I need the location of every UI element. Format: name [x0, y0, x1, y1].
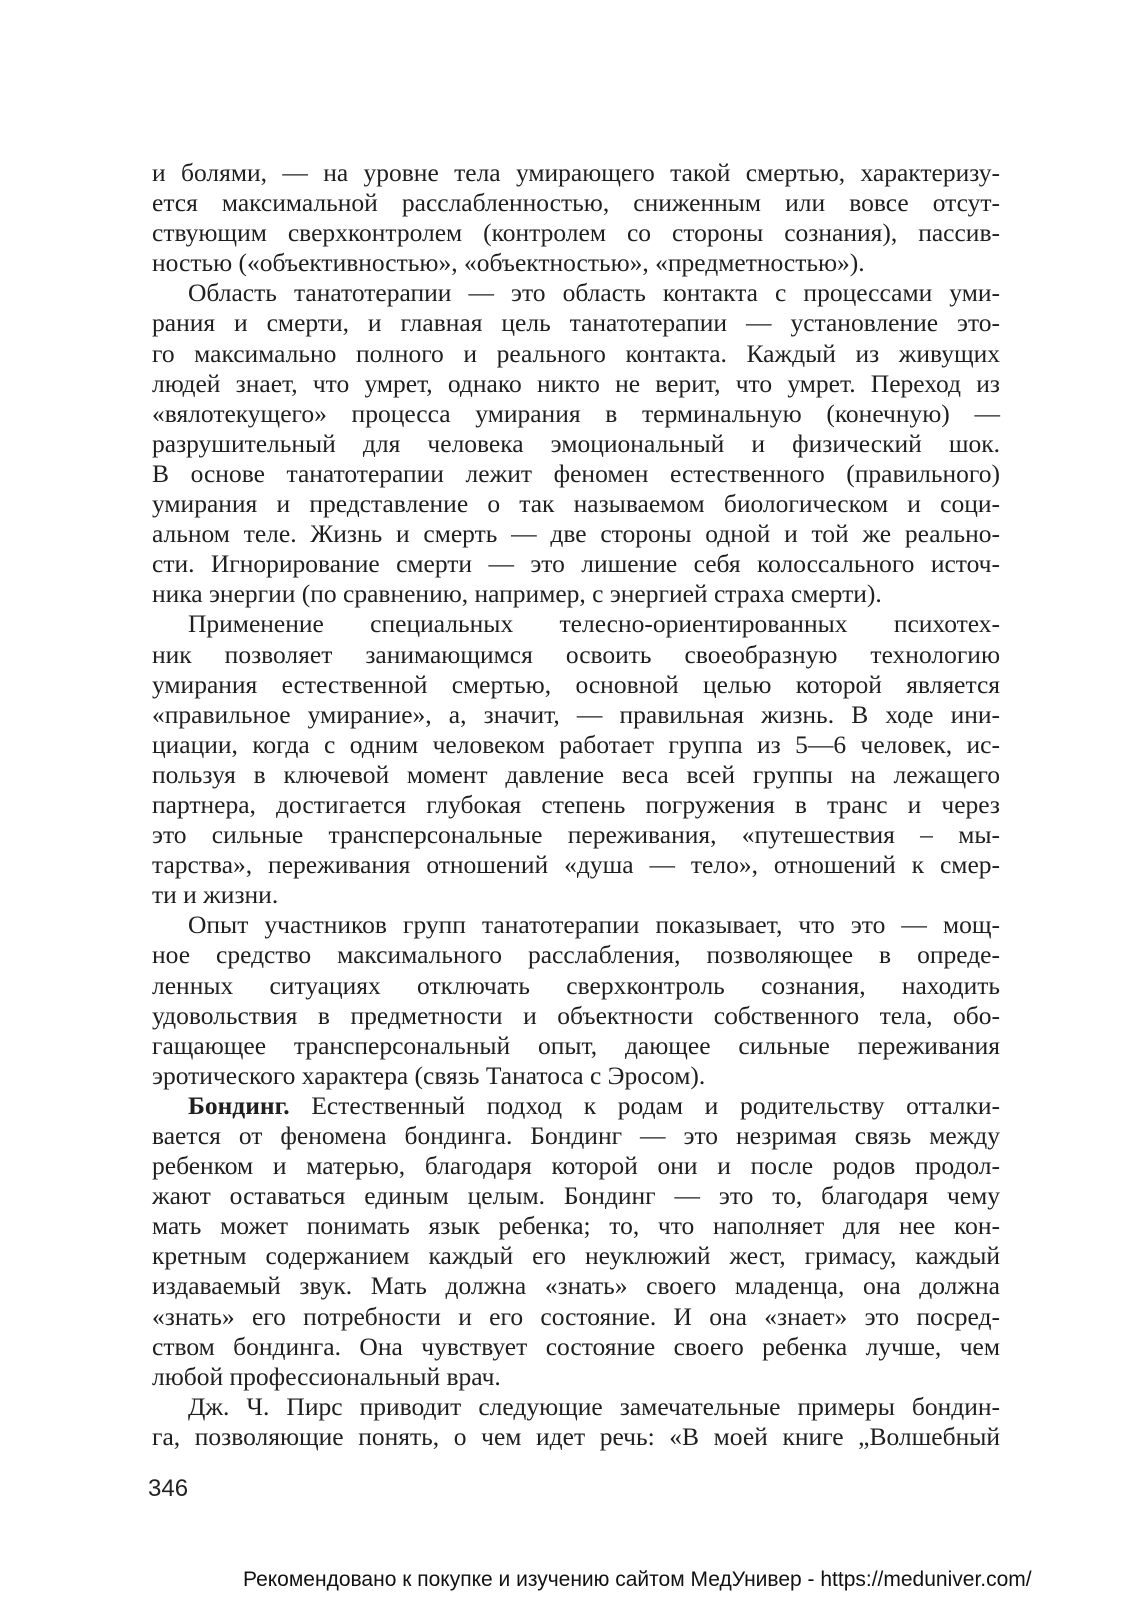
- text-line: мать может понимать язык ребенка; то, что наполняет для нее кон-: [152, 1211, 1000, 1241]
- text-line: Опыт участников групп танатотерапии показывает, что это — мощ-: [188, 910, 1000, 940]
- text-line: ленных ситуациях отключать сверхконтроль сознания, находить: [152, 970, 1000, 1000]
- text-run: Естественный подход к родам и родительству отталки-: [289, 1090, 1000, 1120]
- text-line: разрушительный для человека эмоциональный и физический шок.: [152, 428, 1000, 458]
- body-text: [152, 158, 1000, 1452]
- paragraph: [152, 609, 1000, 910]
- section-heading: Бондинг.: [188, 1090, 290, 1120]
- text-line: га, позволяющие понять, о чем идет речь: «В моей книге „Волшебный: [152, 1421, 1000, 1451]
- text-line: ется максимальной расслабленностью, сниженным или вовсе отсут-: [152, 188, 1000, 218]
- text-line: В основе танатотерапии лежит феномен естественного (правильного): [152, 458, 1000, 488]
- text-line: рания и смерти, и главная цель танатотерапии — установление это-: [152, 308, 1000, 338]
- text-line: пользуя в ключевой момент давление веса всей группы на лежащего: [152, 759, 1000, 789]
- text-line: издаваемый звук. Мать должна «знать» своего младенца, она должна: [152, 1271, 1000, 1301]
- text-line: ностью («объективностью», «объектностью», «предметностью»).: [152, 248, 865, 278]
- text-line: и болями, — на уровне тела умирающего такой смертью, характеризу-: [152, 158, 1000, 187]
- text-line: Дж. Ч. Пирс приводит следующие замечательные примеры бондин-: [188, 1391, 1000, 1421]
- paragraph: [152, 1392, 1000, 1452]
- text-line: [152, 1091, 1000, 1121]
- paragraph: [152, 1091, 1000, 1392]
- text-line: ребенком и матерью, благодаря которой они и после родов продол-: [152, 1151, 1000, 1181]
- text-line: ное средство максимального расслабления, позволяющее в опреде-: [152, 940, 1000, 970]
- text-line: ством бондинга. Она чувствует состояние своего ребенка лучше, чем: [152, 1331, 1000, 1361]
- text-line: жают оставаться единым целым. Бондинг — это то, благодаря чему: [152, 1181, 1000, 1211]
- text-line: умирания естественной смертью, основной целью которой является: [152, 669, 1000, 699]
- text-line: ник позволяет занимающимся освоить своеобразную технологию: [152, 639, 1000, 669]
- page-number: 346: [148, 1475, 189, 1502]
- text-line: ника энергии (по сравнению, например, с энергией страха смерти).: [152, 579, 882, 609]
- text-line: го максимально полного и реального контакта. Каждый из живущих: [152, 338, 1000, 368]
- text-line: партнера, достигается глубокая степень погружения в транс и через: [152, 789, 1000, 819]
- text-line: «знать» его потребности и его состояние. И она «знает» это посред-: [152, 1301, 1000, 1331]
- text-line: кретным содержанием каждый его неуклюжий жест, гримасу, каждый: [152, 1241, 1000, 1271]
- paragraph: [152, 278, 1000, 609]
- text-line: эротического характера (связь Танатоса с Эросом).: [152, 1060, 706, 1090]
- text-line: ти и жизни.: [152, 880, 279, 910]
- text-line: удовольствия в предметности и объектности собственного тела, обо-: [152, 1000, 1000, 1030]
- text-line: гащающее трансперсональный опыт, дающее сильные переживания: [152, 1030, 1000, 1060]
- text-line: Область танатотерапии — это область контакта с процессами уми-: [188, 278, 1000, 308]
- footer-note: Рекомендовано к покупке и изучению сайтом МедУнивер - https://meduniver.com/: [243, 1568, 1032, 1591]
- text-line: альном теле. Жизнь и смерть — две стороны одной и той же реально-: [152, 519, 1000, 549]
- text-line: циации, когда с одним человеком работает группа из 5—6 человек, ис-: [152, 729, 1000, 759]
- text-line: «правильное умирание», а, значит, — правильная жизнь. В ходе ини-: [152, 699, 1000, 729]
- text-line: Применение специальных телесно-ориентированных психотех-: [188, 609, 1000, 639]
- text-line: ствующим сверхконтролем (контролем со стороны сознания), пассив-: [152, 218, 1000, 248]
- text-line: вается от феномена бондинга. Бондинг — это незримая связь между: [152, 1121, 1000, 1150]
- paragraph: [152, 158, 1000, 278]
- text-line: людей знает, что умрет, однако никто не верит, что умрет. Переход из: [152, 368, 1000, 398]
- text-line: сти. Игнорирование смерти — это лишение себя колоссального источ-: [152, 549, 1000, 579]
- paragraph: [152, 910, 1000, 1091]
- text-line: тарства», переживания отношений «душа — тело», отношений к смер-: [152, 850, 1000, 880]
- text-line: любой профессиональный врач.: [152, 1361, 501, 1391]
- text-line: «вялотекущего» процесса умирания в терминальную (конечную) —: [152, 398, 1000, 428]
- text-line: умирания и представление о так называемом биологическом и соци-: [152, 489, 1000, 519]
- text-line: это сильные трансперсональные переживания, «путешествия – мы-: [152, 820, 1000, 850]
